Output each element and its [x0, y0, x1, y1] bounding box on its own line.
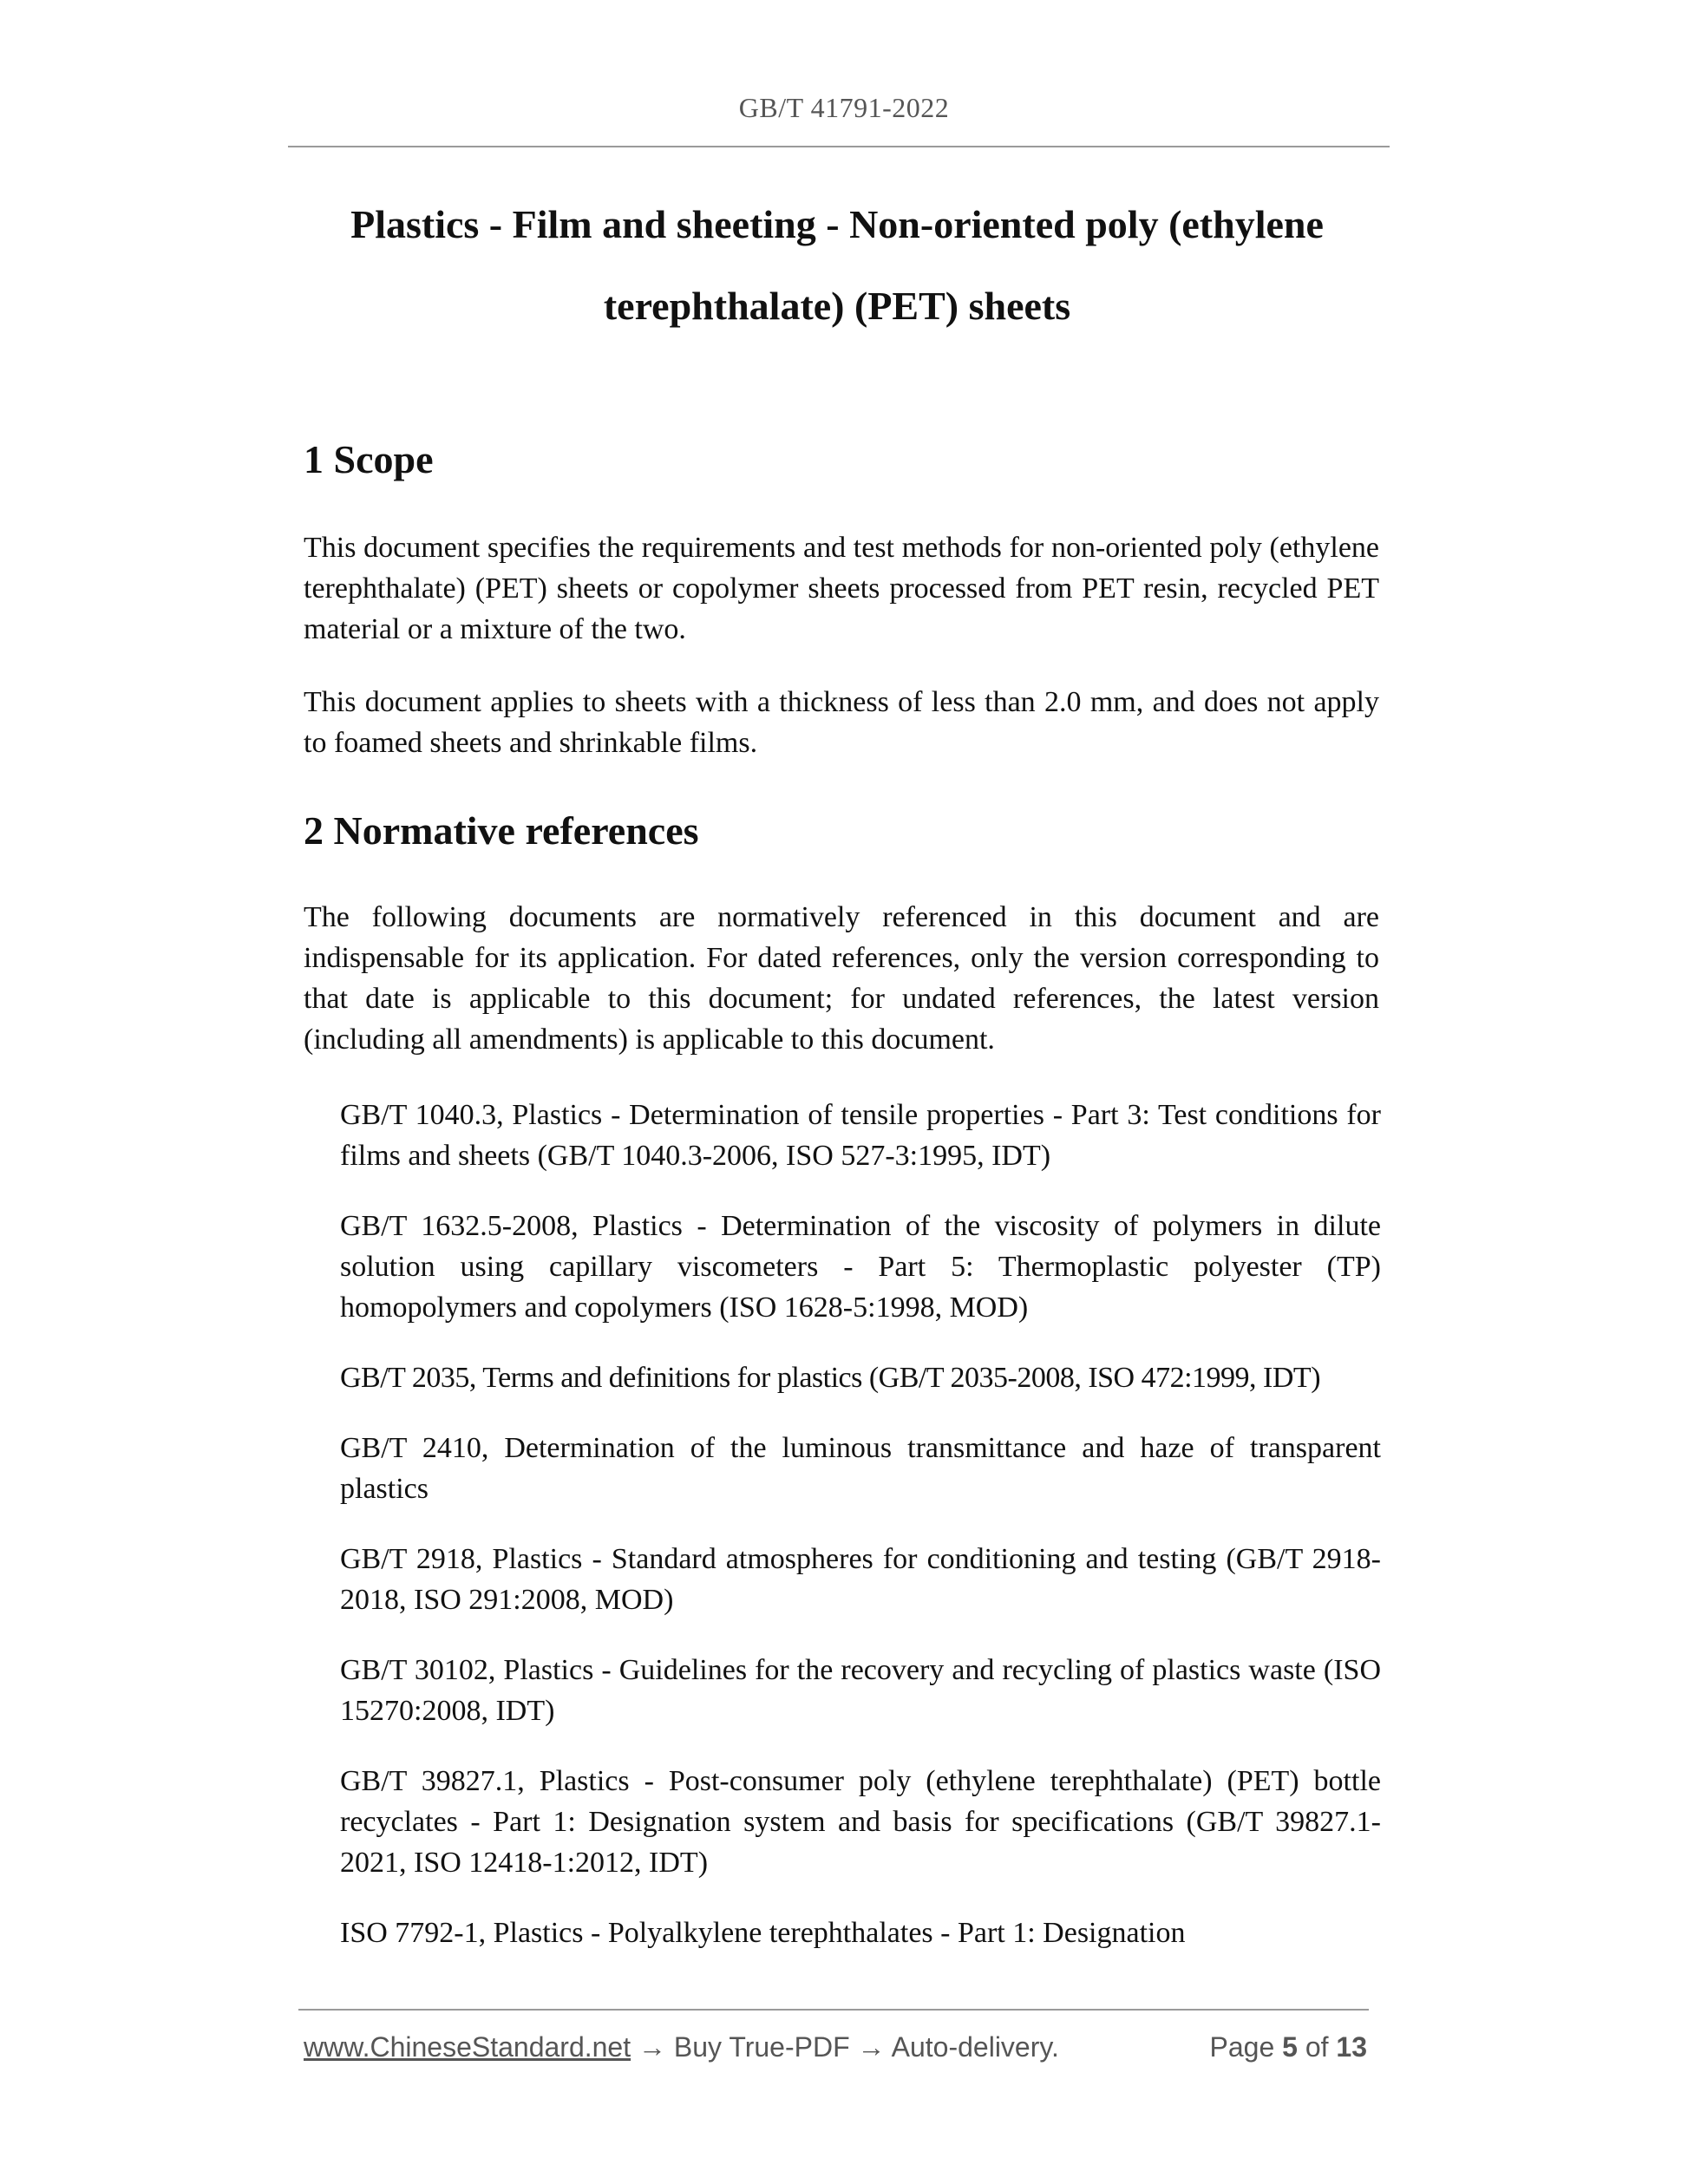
document-title	[295, 184, 1379, 347]
total-page-count: 13	[1336, 2031, 1367, 2063]
header-doc-number: GB/T 41791-2022	[738, 92, 950, 123]
footer-promo	[304, 2031, 1059, 2063]
scope-paragraph-2: This document applies to sheets with a thickness of less than 2.0 mm, and does not apply to foamed sheets and shrinkable films.	[304, 686, 1379, 759]
reference-item: GB/T 2918, Plastics - Standard atmospheres for conditioning and testing (GB/T 2918-2018, ISO 291:2008, MOD)	[340, 1543, 1381, 1616]
normative-references-intro: The following documents are normatively referenced in this document and are indispensable for its application. For dated references, only the version corresponding to that date is applicable to this document; for undated references, the latest version (including all amendments) is applicable to this document.	[304, 901, 1379, 1056]
scope-heading: 1 Scope	[304, 437, 434, 481]
reference-item: GB/T 39827.1, Plastics - Post-consumer poly (ethylene terephthalate) (PET) bottle recyclates - Part 1: Designation system and basis for specifications (GB/T 39827.1-2021, ISO 12418-1:2012, IDT)	[340, 1765, 1381, 1879]
footer-divider	[298, 2009, 1369, 2011]
scope-paragraph-1: This document specifies the requirements and test methods for non-oriented poly (ethylene terephthalate) (PET) sheets or copolymer sheets processed from PET resin, recycled PET material or a mixture of the two.	[304, 532, 1379, 645]
title-line-2: terephthalate) (PET) sheets	[603, 284, 1071, 328]
reference-item: GB/T 1632.5-2008, Plastics - Determination of the viscosity of polymers in dilute solution using capillary viscometers - Part 5: Thermoplastic polyester (TP) homopolymers and copolymers (ISO 1628-5:1998, MOD)	[340, 1210, 1381, 1324]
current-page-number: 5	[1282, 2031, 1298, 2063]
reference-item: GB/T 2410, Determination of the luminous transmittance and haze of transparent plastics	[340, 1432, 1381, 1505]
reference-item: GB/T 2035, Terms and definitions for plastics (GB/T 2035-2008, ISO 472:1999, IDT)	[340, 1362, 1321, 1394]
page-label: Page	[1209, 2031, 1275, 2063]
page-indicator	[1210, 2031, 1367, 2063]
reference-item: GB/T 30102, Plastics - Guidelines for the recovery and recycling of plastics waste (ISO 15270:2008, IDT)	[340, 1654, 1381, 1727]
title-line-1: Plastics - Film and sheeting - Non-oriented poly (ethylene	[350, 202, 1324, 246]
reference-item: ISO 7792-1, Plastics - Polyalkylene terephthalates - Part 1: Designation	[340, 1917, 1186, 1949]
reference-list	[340, 1095, 1381, 1983]
normative-references-heading: 2 Normative references	[304, 808, 699, 853]
header-divider	[288, 146, 1390, 147]
reference-item: GB/T 1040.3, Plastics - Determination of tensile properties - Part 3: Test conditions for films and sheets (GB/T 1040.3-2006, ISO 527-3:1995, IDT)	[340, 1099, 1381, 1172]
page-of-label: of	[1305, 2031, 1329, 2063]
footer-promo-text: → Buy True-PDF → Auto-delivery.	[631, 2031, 1059, 2063]
website-link[interactable]: www.ChineseStandard.net	[304, 2031, 631, 2063]
